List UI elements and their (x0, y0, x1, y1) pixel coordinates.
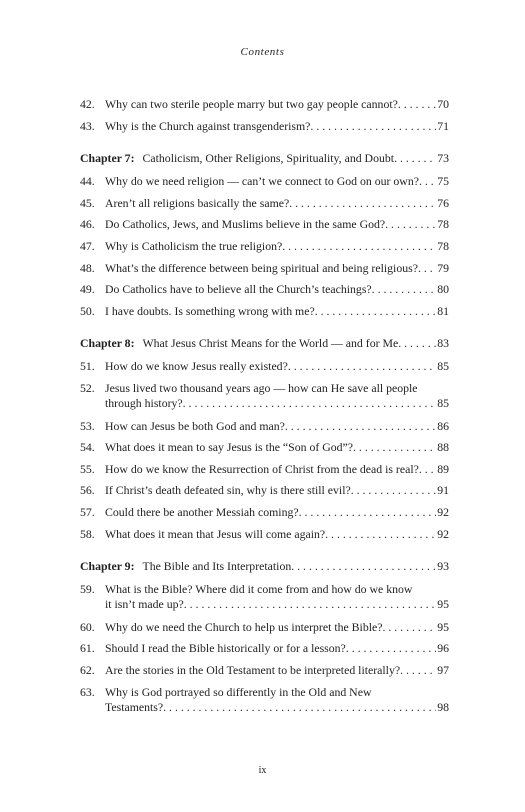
entry-page-number: 76 (437, 195, 449, 210)
entry-title: What’s the difference between being spiritual and being religious? (105, 260, 418, 275)
entry-line (105, 597, 449, 612)
entry-line (105, 381, 449, 396)
entry-title: What is the Bible? Where did it come from and how do we know (105, 582, 413, 597)
entry-line (105, 261, 449, 276)
entry-number: 42. (80, 97, 95, 111)
entry-number: 52. (80, 380, 95, 395)
entry-number: 63. (80, 684, 95, 699)
entry-title: Do Catholics have to believe all the Church’s teachings? (105, 282, 372, 297)
chapter-title-text (80, 151, 394, 166)
toc-entry[interactable] (80, 639, 449, 661)
entry-line (105, 582, 449, 597)
entry-number: 43. (80, 118, 95, 133)
entry-line (105, 700, 449, 715)
entry-number: 49. (80, 282, 95, 297)
entry-page-number: 78 (437, 217, 449, 232)
entry-page-number: 89 (437, 461, 449, 476)
entry-title: Why is Catholicism the true religion? (105, 238, 283, 253)
entry-page-number: 85 (437, 395, 449, 410)
entry-number: 47. (80, 238, 95, 253)
entry-line (105, 282, 449, 297)
entry-title: Jesus lived two thousand years ago — how can He save all people (105, 380, 418, 395)
dot-leader (315, 304, 437, 319)
dot-leader (418, 261, 436, 276)
entry-line (105, 462, 449, 477)
dot-leader (288, 359, 436, 374)
entry-page-number: 95 (437, 619, 449, 634)
toc-entry[interactable] (80, 661, 449, 683)
entry-title: Why do we need religion — can’t we connect to God on our own? (105, 174, 419, 189)
entry-title: Aren’t all religions basically the same? (105, 195, 290, 210)
chapter-title-text (80, 336, 398, 351)
entry-title: Why do we need the Church to help us interpret the Bible? (105, 619, 383, 634)
toc-entry[interactable] (80, 618, 449, 640)
dot-leader (325, 527, 436, 542)
chapter-heading (80, 334, 449, 354)
entry-page-number: 96 (437, 641, 449, 656)
entry-page-number: 86 (437, 418, 449, 433)
entry-title: it isn’t made up? (105, 597, 184, 612)
entry-title: If Christ’s death defeated sin, why is there still evil? (105, 483, 351, 498)
entry-page-number: 88 (437, 440, 449, 455)
entry-title: Why is the Church against transgenderism? (105, 118, 311, 133)
entry-number: 48. (80, 260, 95, 275)
dot-leader (398, 97, 436, 112)
chapter-page-number: 83 (437, 336, 449, 351)
page-number: ix (258, 765, 267, 776)
entry-title: What does it mean that Jesus will come again? (105, 526, 326, 541)
entry-line (105, 620, 449, 635)
entry-page-number: 71 (437, 118, 449, 133)
entry-page-number: 97 (437, 663, 449, 678)
entry-line (105, 359, 449, 374)
chapter-heading (80, 149, 449, 169)
entry-title: I have doubts. Is something wrong with me? (105, 303, 315, 318)
entry-number: 50. (80, 303, 95, 318)
entry-page-number: 98 (437, 699, 449, 714)
entry-number: 60. (80, 619, 95, 634)
dot-leader (285, 419, 436, 434)
entry-title: How do we know the Resurrection of Christ from the dead is real? (105, 461, 419, 476)
entry-line (105, 396, 449, 411)
entry-number: 45. (80, 195, 95, 210)
entry-title: Should I read the Bible historically or for a lesson? (105, 641, 346, 656)
dot-leader (289, 196, 436, 211)
running-header: Contents (240, 46, 285, 58)
toc-entry[interactable] (80, 237, 449, 259)
chapter-page-number: 73 (437, 151, 449, 166)
entry-page-number: 85 (437, 359, 449, 374)
entry-number: 57. (80, 505, 95, 519)
dot-leader (385, 217, 436, 232)
entry-line (105, 174, 449, 189)
entry-number: 56. (80, 483, 95, 498)
dot-leader (351, 483, 436, 498)
entry-title: Why can two sterile people marry but two gay people cannot? (105, 97, 398, 111)
toc-entry[interactable] (80, 481, 449, 503)
entry-page-number: 79 (437, 260, 449, 275)
entry-number: 46. (80, 217, 95, 232)
dot-leader (183, 396, 437, 411)
toc-entry[interactable] (80, 460, 449, 482)
entry-page-number: 75 (437, 174, 449, 189)
entry-line (105, 97, 449, 112)
chapter-line (80, 559, 449, 574)
entry-line (105, 196, 449, 211)
chapter-heading (80, 557, 449, 577)
entry-number: 58. (80, 526, 95, 541)
dot-leader (299, 505, 437, 520)
entry-line (105, 483, 449, 498)
dot-leader (163, 700, 436, 715)
chapter-line (80, 336, 449, 351)
entry-page-number: 95 (437, 597, 449, 612)
entry-page-number: 80 (437, 282, 449, 297)
entry-line (105, 419, 449, 434)
toc-entry[interactable] (80, 172, 449, 194)
dot-leader (419, 462, 436, 477)
table-of-contents (80, 95, 449, 720)
dot-leader (353, 440, 436, 455)
chapter-label: Chapter 9: (80, 559, 135, 574)
toc-entry[interactable] (80, 417, 449, 439)
dot-leader (184, 597, 436, 612)
toc-entry[interactable] (80, 438, 449, 460)
toc-entry[interactable] (80, 683, 449, 721)
toc-entry[interactable] (80, 357, 449, 379)
entry-page-number: 92 (437, 526, 449, 541)
toc-entry[interactable] (80, 379, 449, 417)
entry-number: 55. (80, 461, 95, 476)
chapter-title: What Jesus Christ Means for the World — and for Me (142, 336, 399, 351)
entry-number: 51. (80, 359, 95, 374)
entry-line (105, 239, 449, 254)
dot-leader (419, 174, 436, 189)
chapter-page-number: 93 (437, 559, 449, 574)
toc-entry[interactable] (80, 117, 449, 139)
entry-line (105, 663, 449, 678)
entry-line (105, 440, 449, 455)
toc-entry[interactable] (80, 503, 449, 525)
entry-number: 44. (80, 174, 95, 189)
entry-line (105, 304, 449, 319)
entry-title: What does it mean to say Jesus is the “Son of God”? (105, 440, 354, 455)
chapter-label: Chapter 8: (80, 336, 135, 351)
toc-entry[interactable] (80, 259, 449, 281)
toc-entry[interactable] (80, 525, 449, 547)
entry-number: 62. (80, 663, 95, 678)
entry-title: Could there be another Messiah coming? (105, 505, 299, 519)
entry-title: How can Jesus be both God and man? (105, 418, 285, 433)
toc-entry[interactable] (80, 194, 449, 216)
entry-line (105, 119, 449, 134)
dot-leader (398, 336, 436, 351)
entry-page-number: 70 (437, 97, 449, 111)
entry-line (105, 685, 449, 700)
toc-entry[interactable] (80, 302, 449, 324)
entry-title: Do Catholics, Jews, and Muslims believe in the same God? (105, 217, 386, 232)
entry-title: Why is God portrayed so differently in the Old and New (105, 684, 372, 699)
toc-entry[interactable] (80, 280, 449, 302)
dot-leader (282, 239, 436, 254)
entry-title: Testaments? (105, 699, 164, 714)
entry-page-number: 91 (437, 483, 449, 498)
dot-leader (310, 119, 436, 134)
dot-leader (346, 641, 436, 656)
chapter-title-text (80, 559, 291, 574)
entry-number: 53. (80, 418, 95, 433)
entry-number: 61. (80, 641, 95, 656)
toc-entry[interactable] (80, 215, 449, 237)
dot-leader (400, 663, 436, 678)
entry-page-number: 92 (437, 505, 449, 519)
entry-number: 54. (80, 440, 95, 455)
entry-title: How do we know Jesus really existed? (105, 359, 288, 374)
chapter-label: Chapter 7: (80, 151, 135, 166)
entry-number: 59. (80, 582, 95, 597)
entry-line (105, 505, 449, 520)
toc-entry[interactable] (80, 95, 449, 117)
dot-leader (394, 151, 436, 166)
entry-page-number: 78 (437, 238, 449, 253)
entry-line (105, 217, 449, 232)
entry-line (105, 641, 449, 656)
entry-title: Are the stories in the Old Testament to be interpreted literally? (105, 663, 401, 678)
chapter-title: The Bible and Its Interpretation (142, 559, 292, 574)
entry-line (105, 527, 449, 542)
entry-title: through history? (105, 395, 183, 410)
toc-entry[interactable] (80, 580, 449, 618)
entry-page-number: 81 (437, 303, 449, 318)
dot-leader (372, 282, 437, 297)
chapter-title: Catholicism, Other Religions, Spirituality, and Doubt (142, 151, 395, 166)
chapter-line (80, 151, 449, 166)
dot-leader (291, 559, 436, 574)
dot-leader (382, 620, 436, 635)
